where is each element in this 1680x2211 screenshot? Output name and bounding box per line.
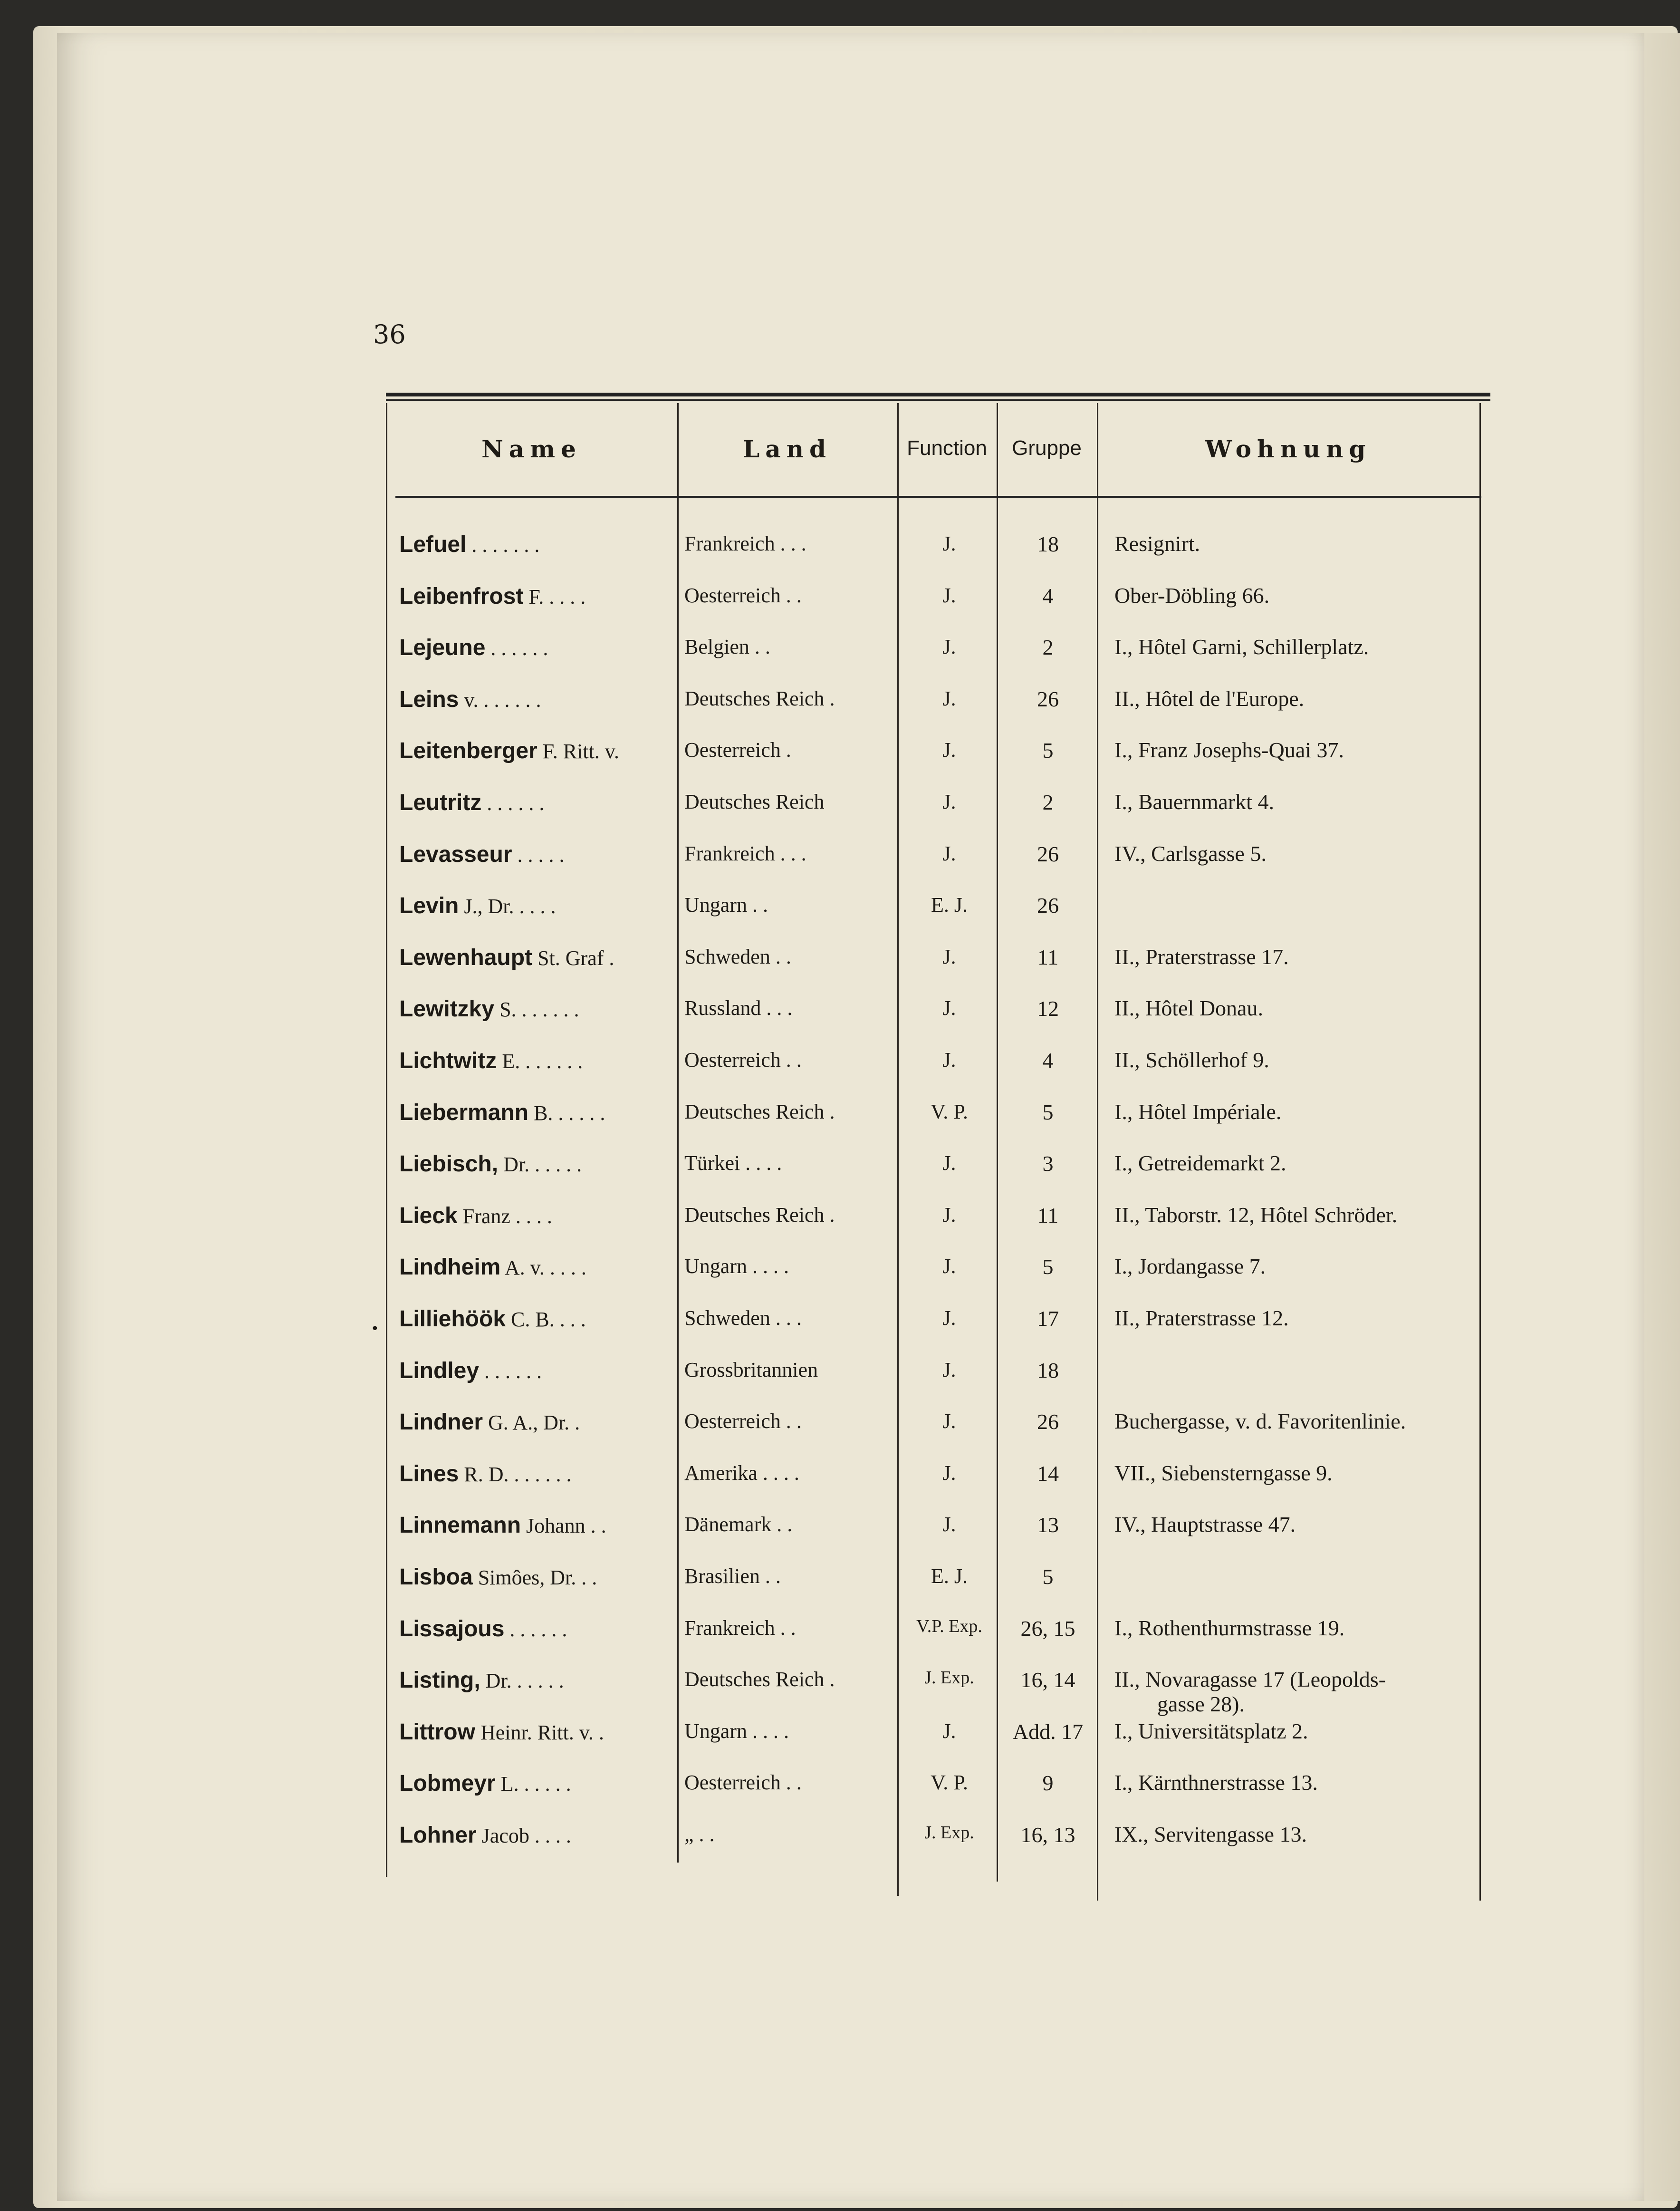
name-surname: Levasseur [399,842,512,867]
wohnung-line: IV., Hauptstrasse 47. [1114,1512,1296,1536]
table-row [0,1048,1680,1091]
table-row [0,531,1680,574]
header-wohnung: Wohnung [1205,435,1372,463]
wohnung-line: I., Universitätsplatz 2. [1114,1719,1308,1743]
name-detail: F. . . . . [523,585,586,608]
cell-wohnung [1114,1100,1281,1124]
cell-wohnung [1114,841,1267,866]
cell-wohnung [1114,1254,1266,1279]
table-row [0,1358,1680,1400]
cell-gruppe: 18 [1037,1358,1059,1382]
header-name: Name [481,435,582,463]
cell-gruppe: 14 [1037,1461,1059,1486]
cell-land: Schweden . . [684,945,791,968]
name-surname: Lindley [399,1358,480,1383]
cell-wohnung [1114,583,1269,608]
table-row [0,1151,1680,1194]
table-top-rule-thin [386,399,1490,401]
cell-function: J. [942,1048,956,1072]
row-marker: • [371,1321,379,1337]
cell-function: J. [942,842,956,865]
cell-land: Deutsches Reich [684,790,825,813]
cell-gruppe: 4 [1042,1048,1054,1072]
cell-land: Ungarn . . . . [684,1255,789,1278]
cell-gruppe: 3 [1042,1151,1054,1176]
cell-name [399,635,548,661]
name-detail: A. v. . . . . [500,1256,586,1279]
name-surname: Linnemann [399,1513,521,1538]
name-surname: Lichtwitz [399,1048,497,1073]
table-row [0,1564,1680,1607]
table-row [0,686,1680,729]
cell-wohnung [1114,1048,1269,1072]
cell-wohnung [1114,1461,1333,1486]
name-surname: Leibenfrost [399,584,524,609]
name-detail: . . . . . . [485,637,548,660]
header-function: Function [907,436,987,460]
cell-land: Oesterreich . [684,738,791,762]
cell-name [399,1100,605,1126]
cell-wohnung [1114,1512,1296,1537]
table-top-rule [386,393,1490,396]
name-surname: Lohner [399,1823,477,1848]
table-row [0,635,1680,677]
table-row [0,945,1680,987]
name-surname: Lindheim [399,1255,501,1280]
wohnung-line: IX., Servitengasse 13. [1114,1822,1307,1846]
cell-function: J. Exp. [924,1668,974,1688]
header-land: Land [743,435,832,463]
cell-gruppe: 11 [1037,945,1059,969]
cell-gruppe: 26, 15 [1020,1616,1075,1641]
cell-gruppe: 26 [1037,842,1059,866]
cell-name [399,1203,552,1229]
cell-wohnung [1114,531,1200,556]
cell-gruppe: 5 [1042,1100,1054,1124]
cell-land: Deutsches Reich . [684,687,835,710]
name-detail: Heinr. Ritt. v. . [475,1721,604,1744]
cell-land: „ . . [684,1823,715,1846]
wohnung-line: II., Praterstrasse 17. [1114,945,1289,969]
wohnung-line: Resignirt. [1114,531,1200,556]
table-row [0,996,1680,1039]
cell-gruppe: 2 [1042,635,1054,659]
wohnung-line: I., Hôtel Garni, Schillerplatz. [1114,635,1369,659]
table-row [0,1616,1680,1659]
name-surname: Leitenberger [399,738,538,763]
cell-wohnung [1114,1151,1286,1176]
cell-function: J. Exp. [924,1823,974,1843]
name-detail: v. . . . . . . [459,688,541,712]
cell-land: Frankreich . . . [684,842,806,865]
cell-wohnung [1114,1822,1307,1847]
cell-function: J. [942,1203,956,1226]
table-row [0,738,1680,781]
cell-wohnung [1114,1719,1308,1744]
wohnung-line: VII., Siebensterngasse 9. [1114,1461,1333,1485]
name-detail: . . . . . . [481,792,545,815]
cell-land: Ungarn . . . . [684,1719,789,1743]
cell-function: J. [942,738,956,762]
wohnung-line: Buchergasse, v. d. Favoritenlinie. [1114,1409,1406,1433]
cell-name [399,1719,604,1745]
wohnung-line: II., Taborstr. 12, Hôtel Schröder. [1114,1203,1398,1227]
cell-land: Oesterreich . . [684,584,802,607]
name-surname: Littrow [399,1719,475,1745]
cell-name [399,1306,586,1332]
name-detail: B. . . . . . [528,1101,605,1125]
name-detail: . . . . . . [504,1618,567,1641]
cell-gruppe: 18 [1037,532,1059,556]
cell-gruppe: 16, 13 [1020,1823,1075,1847]
cell-function: J. [942,532,956,555]
wohnung-line: II., Schöllerhof 9. [1114,1048,1269,1072]
table-row [0,1822,1680,1865]
name-surname: Lieck [399,1203,458,1228]
name-detail: Dr. . . . . . [498,1153,582,1176]
cell-function: E. J. [931,1564,968,1588]
name-surname: Liebisch, [399,1151,499,1177]
table-row [0,1667,1680,1716]
cell-name [399,1358,542,1384]
cell-gruppe: 2 [1042,790,1054,814]
name-surname: Levin [399,893,459,918]
table-row [0,1719,1680,1762]
name-surname: Leutritz [399,790,482,815]
cell-gruppe: 16, 14 [1020,1668,1075,1692]
cell-function: J. [942,1719,956,1743]
name-detail: . . . . . . [479,1360,542,1383]
cell-name [399,686,541,713]
name-detail: F. Ritt. v. [537,740,619,763]
cell-wohnung [1114,1306,1289,1331]
cell-gruppe: 12 [1037,996,1059,1021]
wohnung-line: I., Rothenthurmstrasse 19. [1114,1616,1345,1640]
cell-function: J. [942,1358,956,1381]
cell-gruppe: 26 [1037,1410,1059,1434]
cell-gruppe: Add. 17 [1012,1719,1084,1744]
name-surname: Listing, [399,1668,480,1693]
cell-land: Russland . . . [684,996,793,1020]
cell-gruppe: 26 [1037,687,1059,711]
cell-name [399,893,556,919]
cell-land: Oesterreich . . [684,1048,802,1072]
cell-gruppe: 4 [1042,584,1054,608]
cell-name [399,1461,572,1487]
cell-wohnung [1114,790,1274,814]
cell-wohnung [1114,686,1304,711]
table-row [0,1203,1680,1245]
cell-gruppe: 26 [1037,893,1059,917]
table-row [0,893,1680,936]
cell-land: Ungarn . . [684,893,768,917]
header-rule [395,496,1481,498]
name-surname: Lewenhaupt [399,945,533,970]
cell-name [399,1667,564,1693]
table-row [0,790,1680,832]
cell-name [399,841,565,868]
cell-function: J. [942,945,956,968]
table-row [0,583,1680,626]
cell-function: V.P. Exp. [916,1616,982,1636]
cell-land: Oesterreich . . [684,1771,802,1794]
cell-land: Belgien . . [684,635,770,658]
cell-function: J. [942,1461,956,1485]
name-surname: Lissajous [399,1616,505,1641]
cell-wohnung [1114,1203,1397,1227]
name-detail: Dr. . . . . . [480,1669,564,1692]
name-surname: Lejeune [399,635,486,660]
cell-land: Oesterreich . . [684,1410,802,1433]
cell-wohnung [1114,1667,1386,1717]
cell-function: J. [942,790,956,813]
cell-name [399,790,544,816]
table-row [0,1100,1680,1142]
cell-name [399,1564,597,1590]
header-gruppe: Gruppe [1012,436,1082,460]
name-detail: Jacob . . . . [476,1824,571,1847]
cell-name [399,1254,586,1280]
cell-gruppe: 11 [1037,1203,1059,1227]
wohnung-line-continued: gasse 28). [1157,1692,1245,1716]
cell-function: J. [942,1255,956,1278]
name-detail: J., Dr. . . . . [459,895,556,918]
cell-function: J. [942,996,956,1020]
cell-name [399,1048,583,1074]
page-number: 36 [373,319,406,349]
cell-name [399,1822,571,1848]
name-surname: Lindner [399,1410,483,1435]
name-detail: G. A., Dr. . [483,1411,580,1434]
cell-gruppe: 5 [1042,738,1054,763]
wohnung-line: I., Hôtel Impériale. [1114,1100,1282,1124]
cell-wohnung [1114,1770,1318,1795]
cell-land: Deutsches Reich . [684,1100,835,1123]
wohnung-line: I., Kärnthnerstrasse 13. [1114,1770,1318,1795]
name-detail: . . . . . . . [466,533,540,557]
cell-name [399,1151,582,1177]
cell-land: Schweden . . . [684,1306,802,1330]
cell-gruppe: 17 [1037,1306,1059,1331]
wohnung-line: IV., Carlsgasse 5. [1114,841,1267,866]
cell-wohnung [1114,996,1263,1021]
name-surname: Lefuel [399,532,467,557]
cell-function: J. [942,1410,956,1433]
cell-function: V. P. [931,1100,968,1123]
wohnung-line: I., Jordangasse 7. [1114,1254,1266,1278]
name-detail: Franz . . . . [457,1205,552,1228]
name-detail: E. . . . . . . [497,1050,583,1073]
cell-land: Dänemark . . [684,1513,793,1536]
name-detail: Johann . . [521,1514,606,1537]
wohnung-line: I., Getreidemarkt 2. [1114,1151,1286,1175]
cell-name [399,1616,567,1642]
cell-function: V. P. [931,1771,968,1794]
cell-land: Deutsches Reich . [684,1203,835,1226]
table-row [0,1461,1680,1504]
wohnung-line: II., Praterstrasse 12. [1114,1306,1289,1330]
cell-land: Frankreich . . [684,1616,796,1640]
name-detail: C. B. . . . [506,1308,586,1331]
name-detail: Simôes, Dr. . . [472,1566,597,1589]
wohnung-line: II., Hôtel Donau. [1114,996,1263,1020]
table-row [0,1254,1680,1297]
cell-name [399,1409,580,1435]
cell-name [399,945,614,971]
wohnung-line: I., Franz Josephs-Quai 37. [1114,738,1344,762]
cell-land: Amerika . . . . [684,1461,799,1485]
cell-function: E. J. [931,893,968,917]
cell-function: J. [942,1306,956,1330]
cell-function: J. [942,635,956,658]
name-surname: Lilliehöök [399,1306,506,1332]
cell-wohnung [1114,738,1344,763]
cell-wohnung [1114,635,1369,659]
cell-wohnung [1114,1616,1344,1641]
cell-function: J. [942,584,956,607]
name-surname: Lisboa [399,1564,473,1590]
cell-land: Frankreich . . . [684,532,806,555]
wohnung-line: II., Hôtel de l'Europe. [1114,686,1305,711]
cell-name [399,1512,606,1538]
cell-name [399,996,579,1022]
table-row [0,1306,1680,1349]
name-surname: Leins [399,687,459,712]
name-surname: Lines [399,1461,459,1487]
cell-gruppe: 9 [1042,1771,1054,1795]
cell-name [399,1770,571,1796]
cell-land: Brasilien . . [684,1564,781,1588]
name-detail: S. . . . . . . [494,998,579,1021]
table-row [0,1512,1680,1555]
cell-gruppe: 13 [1037,1513,1059,1537]
wohnung-line: I., Bauernmarkt 4. [1114,790,1274,814]
cell-land: Türkei . . . . [684,1151,782,1175]
cell-wohnung [1114,945,1289,969]
cell-name [399,531,539,558]
cell-land: Deutsches Reich . [684,1668,835,1691]
name-surname: Liebermann [399,1100,529,1125]
table-row [0,1409,1680,1452]
name-detail: L. . . . . . [495,1772,571,1796]
cell-land: Grossbritannien [684,1358,818,1381]
cell-function: J. [942,687,956,710]
cell-function: J. [942,1151,956,1175]
cell-name [399,738,619,764]
cell-gruppe: 5 [1042,1255,1054,1279]
table-row [0,1770,1680,1813]
cell-wohnung [1114,1409,1406,1434]
cell-name [399,583,586,609]
name-detail: R. D. . . . . . . [459,1463,572,1486]
wohnung-line: Ober-Döbling 66. [1114,583,1270,608]
wohnung-line: II., Novaragasse 17 (Leopolds- [1114,1667,1386,1691]
cell-gruppe: 5 [1042,1564,1054,1589]
name-surname: Lewitzky [399,996,495,1022]
name-detail: St. Graf . [532,946,614,970]
name-detail: . . . . . [512,843,565,867]
cell-function: J. [942,1513,956,1536]
name-surname: Lobmeyr [399,1771,496,1796]
table-row [0,841,1680,884]
